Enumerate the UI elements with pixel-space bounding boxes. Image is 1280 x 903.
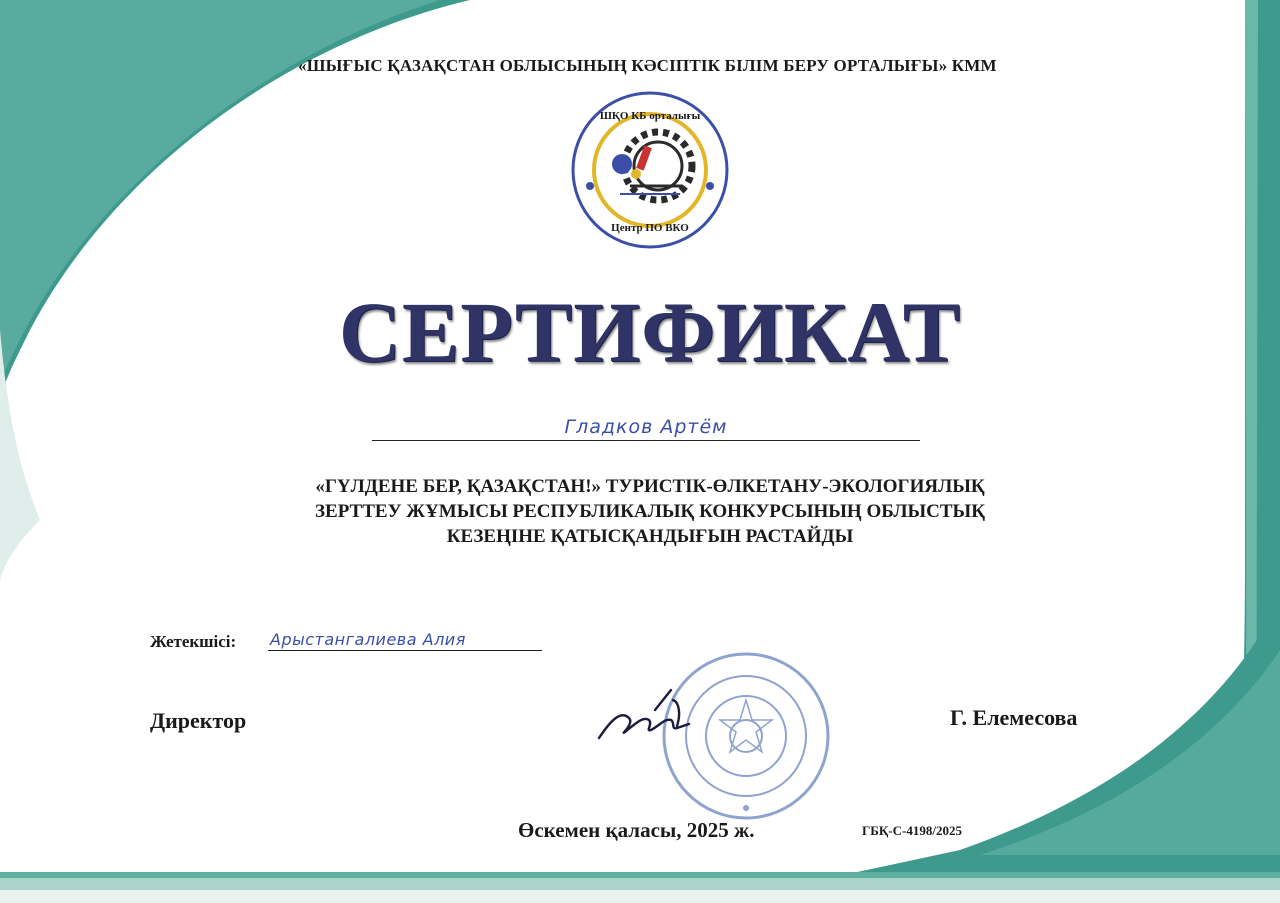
logo-text-top: ШҚО КБ орталығы xyxy=(599,110,701,122)
logo-text-bottom: Центр ПО ВКО xyxy=(611,222,689,234)
director-signature xyxy=(595,680,705,750)
director-label: Директор xyxy=(150,708,247,733)
body-line-3: КЕЗЕҢІНЕ ҚАТЫСҚАНДЫҒЫН РАСТАЙДЫ xyxy=(446,526,854,547)
recipient-underline xyxy=(372,440,920,441)
body-line-2: ЗЕРТТЕУ ЖҰМЫСЫ РЕСПУБЛИКАЛЫҚ КОНКУРСЫНЫҢ ОБЛЫСТЫҚ xyxy=(315,501,985,522)
certificate-body xyxy=(140,474,1160,549)
supervisor-underline xyxy=(268,650,542,651)
body-line-1: «ГҮЛДЕНЕ БЕР, ҚАЗАҚСТАН!» ТУРИСТІК-ӨЛКЕТАНУ-ЭКОЛОГИЯЛЫҚ xyxy=(315,476,985,497)
document-code: ГБҚ-С-4198/2025 xyxy=(862,823,962,838)
organization-logo xyxy=(570,90,730,250)
certificate-title: СЕРТИФИКАТ xyxy=(338,284,962,380)
organization-name: «ШЫҒЫС ҚАЗАҚСТАН ОБЛЫСЫНЫҢ КӘСІПТІК БІЛІМ БЕРУ ОРТАЛЫҒЫ» КММ xyxy=(298,56,997,75)
city-year: Өскемен қаласы, 2025 ж. xyxy=(518,818,755,842)
recipient-name: Гладков Артём xyxy=(564,416,728,438)
supervisor-label: Жетекшісі: xyxy=(150,632,237,651)
supervisor-name: Арыстангалиева Алия xyxy=(270,630,466,649)
director-name: Г. Елемесова xyxy=(950,705,1078,730)
